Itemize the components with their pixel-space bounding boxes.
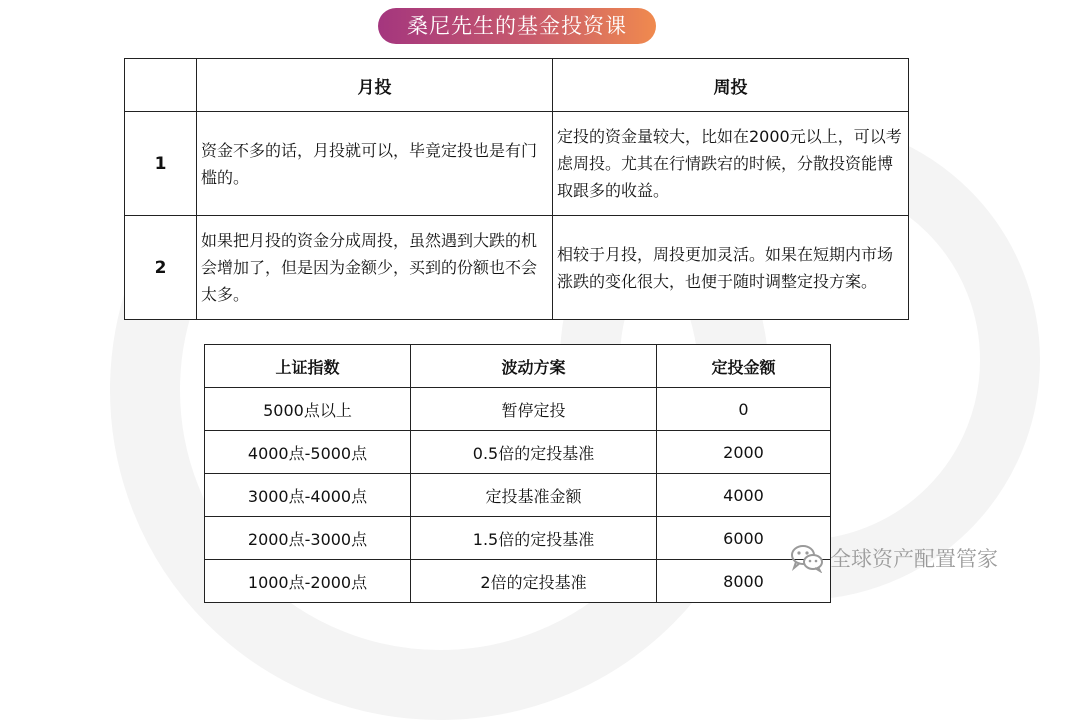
table-row bbox=[125, 112, 909, 216]
index-range-cell: 3000点-4000点 bbox=[205, 474, 411, 517]
page-title: 桑尼先生的基金投资课 bbox=[378, 8, 656, 44]
amount-cell: 2000 bbox=[657, 431, 831, 474]
monthly-cell: 如果把月投的资金分成周投，虽然遇到大跌的机会增加了，但是因为金额少，买到的份额也不会太多。 bbox=[197, 216, 553, 320]
header-cell-index: 上证指数 bbox=[205, 345, 411, 388]
row-index: 1 bbox=[125, 112, 197, 216]
weekly-cell: 定投的资金量较大，比如在2000元以上，可以考虑周投。尤其在行情跌宕的时候，分散投资能博取跟多的收益。 bbox=[553, 112, 909, 216]
table-row bbox=[125, 216, 909, 320]
index-range-cell: 4000点-5000点 bbox=[205, 431, 411, 474]
plan-cell: 0.5倍的定投基准 bbox=[411, 431, 657, 474]
plan-cell: 2倍的定投基准 bbox=[411, 560, 657, 603]
watermark-text: 全球资产配置管家 bbox=[830, 547, 998, 571]
plan-cell: 定投基准金额 bbox=[411, 474, 657, 517]
header-cell-amount: 定投金额 bbox=[657, 345, 831, 388]
index-range-cell: 1000点-2000点 bbox=[205, 560, 411, 603]
amount-cell: 8000 bbox=[657, 560, 831, 603]
index-range-cell: 5000点以上 bbox=[205, 388, 411, 431]
amount-cell: 0 bbox=[657, 388, 831, 431]
table-header-row bbox=[205, 345, 831, 388]
table-header-row bbox=[125, 59, 909, 112]
table-row bbox=[205, 474, 831, 517]
watermark bbox=[790, 540, 998, 576]
plan-cell: 暂停定投 bbox=[411, 388, 657, 431]
header-cell-blank bbox=[125, 59, 197, 112]
row-index: 2 bbox=[125, 216, 197, 320]
table-row bbox=[205, 388, 831, 431]
header-cell-monthly: 月投 bbox=[197, 59, 553, 112]
table-row bbox=[205, 431, 831, 474]
table-row bbox=[205, 517, 831, 560]
amount-cell: 4000 bbox=[657, 474, 831, 517]
plan-cell: 1.5倍的定投基准 bbox=[411, 517, 657, 560]
weekly-cell: 相较于月投，周投更加灵活。如果在短期内市场涨跌的变化很大，也便于随时调整定投方案。 bbox=[553, 216, 909, 320]
comparison-table bbox=[124, 58, 909, 320]
index-range-cell: 2000点-3000点 bbox=[205, 517, 411, 560]
table-row bbox=[205, 560, 831, 603]
plan-table bbox=[204, 344, 831, 603]
header-cell-plan: 波动方案 bbox=[411, 345, 657, 388]
header-cell-weekly: 周投 bbox=[553, 59, 909, 112]
amount-cell: 6000 bbox=[657, 517, 831, 560]
monthly-cell: 资金不多的话，月投就可以，毕竟定投也是有门槛的。 bbox=[197, 112, 553, 216]
wechat-icon bbox=[790, 543, 824, 573]
